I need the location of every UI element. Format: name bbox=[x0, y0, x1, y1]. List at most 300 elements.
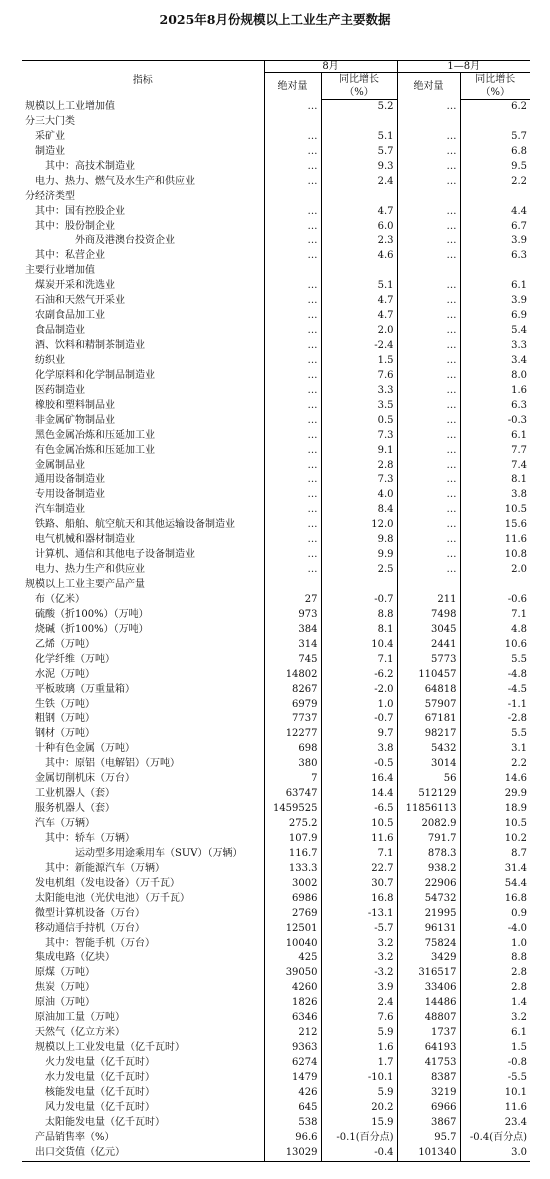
month-growth-cell: 4.0 bbox=[321, 488, 397, 503]
row-label: 通用设备制造业 bbox=[22, 473, 264, 488]
ytd-absolute-cell: … bbox=[397, 339, 460, 354]
month-absolute-cell: … bbox=[264, 384, 321, 399]
month-growth-cell: -0.7 bbox=[321, 712, 397, 727]
month-growth-cell: 5.1 bbox=[321, 279, 397, 294]
row-label: 农副食品加工业 bbox=[22, 309, 264, 324]
row-label: 产品销售率（%） bbox=[22, 1131, 264, 1146]
row-label: 医药制造业 bbox=[22, 384, 264, 399]
month-growth-cell: 5.9 bbox=[321, 1026, 397, 1041]
row-label: 铁路、船舶、航空航天和其他运输设备制造业 bbox=[22, 518, 264, 533]
ytd-growth-cell: 1.5 bbox=[511, 1042, 528, 1054]
ytd-growth-cell: 1.6 bbox=[511, 384, 528, 396]
table-row bbox=[22, 996, 530, 1011]
ytd-growth-cell: 6.2 bbox=[511, 101, 528, 112]
ytd-growth-cell: -2.8 bbox=[507, 713, 528, 725]
month-absolute-cell: … bbox=[264, 369, 321, 384]
month-absolute-cell: … bbox=[264, 309, 321, 324]
ytd-absolute-cell: 75824 bbox=[397, 937, 460, 952]
month-absolute-cell: … bbox=[264, 279, 321, 294]
table-row bbox=[22, 1041, 530, 1056]
table-row bbox=[22, 802, 530, 817]
table-row bbox=[22, 1101, 530, 1116]
table-row bbox=[22, 698, 530, 713]
ytd-absolute-cell: 3045 bbox=[397, 623, 460, 638]
ytd-absolute-cell: 211 bbox=[397, 593, 460, 608]
month-growth-cell: -0.5 bbox=[321, 757, 397, 772]
row-label: 黑色金属冶炼和压延加工业 bbox=[22, 429, 264, 444]
ytd-growth-cell: -4.0 bbox=[507, 922, 528, 934]
ytd-growth-cell: 10.1 bbox=[504, 1086, 528, 1098]
month-absolute-cell: 12277 bbox=[264, 727, 321, 742]
row-label: 运动型多用途乘用车（SUV）（万辆） bbox=[22, 847, 264, 862]
ytd-absolute-cell bbox=[397, 578, 460, 593]
header-ytd-growth: 同比增长 bbox=[475, 74, 516, 85]
month-growth-cell: 2.4 bbox=[321, 175, 397, 190]
month-growth-cell: -3.2 bbox=[321, 966, 397, 981]
ytd-growth-cell: 6.3 bbox=[511, 399, 528, 411]
ytd-growth-cell: -1.1 bbox=[507, 698, 528, 710]
table-row bbox=[22, 533, 530, 548]
ytd-absolute-cell: 938.2 bbox=[397, 862, 460, 877]
ytd-absolute-cell: … bbox=[397, 459, 460, 474]
ytd-growth-cell: 0.9 bbox=[511, 907, 528, 919]
ytd-growth-cell: 6.9 bbox=[511, 310, 528, 322]
table-row bbox=[22, 234, 530, 249]
ytd-absolute-cell: 512129 bbox=[397, 787, 460, 802]
month-growth-cell: -5.7 bbox=[321, 922, 397, 937]
month-growth-cell: 5.7 bbox=[321, 145, 397, 160]
ytd-absolute-cell: 316517 bbox=[397, 966, 460, 981]
month-absolute-cell: … bbox=[264, 249, 321, 264]
table-row bbox=[22, 429, 530, 444]
ytd-growth-cell: 10.2 bbox=[504, 832, 528, 844]
month-absolute-cell: 27 bbox=[264, 593, 321, 608]
ytd-growth-cell: -5.5 bbox=[507, 1071, 528, 1083]
row-label: 乙烯（万吨） bbox=[22, 638, 264, 653]
row-label: 微型计算机设备（万台） bbox=[22, 907, 264, 922]
ytd-growth-cell bbox=[460, 115, 530, 130]
month-growth-cell bbox=[321, 578, 397, 593]
ytd-growth-cell: 2.0 bbox=[511, 564, 528, 576]
ytd-growth-cell: 15.6 bbox=[504, 519, 528, 531]
ytd-absolute-cell: … bbox=[397, 399, 460, 414]
header-ytd-absolute: 绝对量 bbox=[397, 73, 460, 100]
month-absolute-cell: 275.2 bbox=[264, 817, 321, 832]
table-row bbox=[22, 653, 530, 668]
month-absolute-cell: 116.7 bbox=[264, 847, 321, 862]
month-growth-cell: 5.1 bbox=[321, 130, 397, 145]
month-growth-cell: -0.1(百分点) bbox=[321, 1131, 397, 1146]
ytd-absolute-cell: … bbox=[397, 384, 460, 399]
ytd-growth-cell: 5.5 bbox=[511, 653, 528, 665]
month-absolute-cell: 745 bbox=[264, 653, 321, 668]
row-label: 其中：股份制企业 bbox=[22, 220, 264, 235]
month-absolute-cell: 133.3 bbox=[264, 862, 321, 877]
ytd-absolute-cell: 1737 bbox=[397, 1026, 460, 1041]
table-row bbox=[22, 205, 530, 220]
row-label: 汽车（万辆） bbox=[22, 817, 264, 832]
ytd-absolute-cell: 6966 bbox=[397, 1101, 460, 1116]
header-period-ytd: 1—8月 bbox=[397, 61, 530, 73]
month-absolute-cell: … bbox=[264, 444, 321, 459]
row-label: 非金属矿物制品业 bbox=[22, 414, 264, 429]
ytd-absolute-cell: 57907 bbox=[397, 698, 460, 713]
table-row bbox=[22, 742, 530, 757]
table-row bbox=[22, 668, 530, 683]
month-absolute-cell: … bbox=[264, 354, 321, 369]
month-absolute-cell: 12501 bbox=[264, 922, 321, 937]
ytd-absolute-cell: 64818 bbox=[397, 683, 460, 698]
month-growth-cell: -0.7 bbox=[321, 593, 397, 608]
table-row bbox=[22, 922, 530, 937]
month-growth-cell: -6.2 bbox=[321, 668, 397, 683]
month-growth-cell: 3.5 bbox=[321, 399, 397, 414]
ytd-growth-cell: 6.1 bbox=[511, 1027, 528, 1039]
ytd-growth-cell: 8.0 bbox=[511, 369, 528, 381]
ytd-absolute-cell: … bbox=[397, 429, 460, 444]
ytd-absolute-cell: 3219 bbox=[397, 1086, 460, 1101]
ytd-absolute-cell: 3867 bbox=[397, 1116, 460, 1131]
month-growth-cell: 3.2 bbox=[321, 937, 397, 952]
month-growth-cell: 20.2 bbox=[321, 1101, 397, 1116]
ytd-growth-cell: 2.8 bbox=[511, 982, 528, 994]
ytd-absolute-cell: … bbox=[397, 324, 460, 339]
table-row bbox=[22, 1071, 530, 1086]
ytd-growth-cell: 4.8 bbox=[511, 623, 528, 635]
table-row bbox=[22, 309, 530, 324]
table-row bbox=[22, 683, 530, 698]
row-label: 金属切削机床（万台） bbox=[22, 772, 264, 787]
table-row bbox=[22, 623, 530, 638]
month-absolute-cell: 8267 bbox=[264, 683, 321, 698]
month-growth-cell: 9.1 bbox=[321, 444, 397, 459]
month-growth-cell: 3.3 bbox=[321, 384, 397, 399]
ytd-growth-cell: 23.4 bbox=[504, 1116, 528, 1128]
table-row bbox=[22, 1146, 530, 1161]
ytd-absolute-cell: … bbox=[397, 309, 460, 324]
row-label: 金属制品业 bbox=[22, 459, 264, 474]
row-label: 发电机组（发电设备）（万千瓦） bbox=[22, 877, 264, 892]
table-row bbox=[22, 593, 530, 608]
row-label: 水力发电量（亿千瓦时） bbox=[22, 1071, 264, 1086]
row-label: 酒、饮料和精制茶制造业 bbox=[22, 339, 264, 354]
table-row bbox=[22, 279, 530, 294]
row-label: 规模以上工业增加值 bbox=[22, 100, 264, 115]
ytd-growth-cell bbox=[460, 190, 530, 205]
row-label: 出口交货值（亿元） bbox=[22, 1146, 264, 1161]
row-label: 平板玻璃（万重量箱） bbox=[22, 683, 264, 698]
month-growth-cell: 9.7 bbox=[321, 727, 397, 742]
ytd-absolute-cell: … bbox=[397, 563, 460, 578]
ytd-absolute-cell: 67181 bbox=[397, 712, 460, 727]
month-absolute-cell: … bbox=[264, 175, 321, 190]
ytd-growth-cell: 3.1 bbox=[511, 743, 528, 755]
table-row bbox=[22, 563, 530, 578]
row-label: 石油和天然气开采业 bbox=[22, 294, 264, 309]
month-absolute-cell: … bbox=[264, 160, 321, 175]
row-label: 电气机械和器材制造业 bbox=[22, 533, 264, 548]
month-absolute-cell: 7737 bbox=[264, 712, 321, 727]
table-row bbox=[22, 414, 530, 429]
ytd-absolute-cell: 14486 bbox=[397, 996, 460, 1011]
row-label: 其中：新能源汽车（万辆） bbox=[22, 862, 264, 877]
month-growth-cell: 3.8 bbox=[321, 742, 397, 757]
month-growth-cell bbox=[321, 264, 397, 279]
row-label: 电力、热力生产和供应业 bbox=[22, 563, 264, 578]
month-growth-cell: 4.7 bbox=[321, 205, 397, 220]
table-row bbox=[22, 608, 530, 623]
row-label: 其中：智能手机（万台） bbox=[22, 937, 264, 952]
ytd-growth-cell: 10.6 bbox=[504, 638, 528, 650]
ytd-growth-cell: 31.4 bbox=[504, 862, 528, 874]
table-row bbox=[22, 473, 530, 488]
ytd-growth-cell: 14.6 bbox=[504, 773, 528, 785]
ytd-growth-cell: 8.1 bbox=[511, 474, 528, 486]
table-row bbox=[22, 548, 530, 563]
ytd-absolute-cell: 33406 bbox=[397, 981, 460, 996]
ytd-absolute-cell: … bbox=[397, 100, 460, 115]
ytd-growth-cell: 3.3 bbox=[511, 340, 528, 351]
table-row bbox=[22, 772, 530, 787]
month-growth-cell: 1.0 bbox=[321, 698, 397, 713]
row-label: 火力发电量（亿千瓦时） bbox=[22, 1056, 264, 1071]
row-label: 计算机、通信和其他电子设备制造业 bbox=[22, 548, 264, 563]
month-growth-cell: 5.9 bbox=[321, 1086, 397, 1101]
month-growth-cell: 12.0 bbox=[321, 518, 397, 533]
row-label: 天然气（亿立方米） bbox=[22, 1026, 264, 1041]
row-label: 外商及港澳台投资企业 bbox=[22, 234, 264, 249]
row-label: 分三大门类 bbox=[22, 115, 264, 130]
ytd-growth-cell: 3.9 bbox=[511, 235, 528, 247]
ytd-growth-cell: 18.9 bbox=[504, 803, 528, 815]
month-absolute-cell: … bbox=[264, 324, 321, 339]
month-absolute-cell: … bbox=[264, 488, 321, 503]
month-growth-cell: 7.6 bbox=[321, 369, 397, 384]
ytd-absolute-cell bbox=[397, 264, 460, 279]
ytd-growth-cell: 7.7 bbox=[511, 444, 528, 456]
table-row bbox=[22, 1056, 530, 1071]
ytd-growth-cell: 6.1 bbox=[511, 280, 528, 292]
month-growth-cell: -0.4 bbox=[321, 1146, 397, 1161]
month-absolute-cell: … bbox=[264, 399, 321, 414]
row-label: 其中：原铝（电解铝）（万吨） bbox=[22, 757, 264, 772]
table-row bbox=[22, 1116, 530, 1131]
row-label: 烧碱（折100%）（万吨） bbox=[22, 623, 264, 638]
month-growth-cell: 7.3 bbox=[321, 429, 397, 444]
table-row bbox=[22, 712, 530, 727]
ytd-absolute-cell: … bbox=[397, 160, 460, 175]
ytd-growth-cell: 29.9 bbox=[504, 788, 528, 800]
ytd-growth-cell: 9.5 bbox=[511, 160, 528, 172]
month-absolute-cell: … bbox=[264, 563, 321, 578]
ytd-growth-cell: 10.5 bbox=[504, 504, 528, 516]
row-label: 核能发电量（亿千瓦时） bbox=[22, 1086, 264, 1101]
header-period-month: 8月 bbox=[264, 61, 397, 73]
table-row bbox=[22, 220, 530, 235]
table-row bbox=[22, 190, 530, 205]
header-row-periods bbox=[22, 61, 530, 73]
month-absolute-cell: 973 bbox=[264, 608, 321, 623]
month-growth-cell: 4.6 bbox=[321, 249, 397, 264]
month-absolute-cell: 14802 bbox=[264, 668, 321, 683]
month-growth-cell: 7.3 bbox=[321, 473, 397, 488]
month-growth-cell: 2.5 bbox=[321, 563, 397, 578]
ytd-growth-cell: 5.4 bbox=[511, 325, 528, 337]
month-absolute-cell: … bbox=[264, 533, 321, 548]
table-row bbox=[22, 518, 530, 533]
row-label: 服务机器人（套） bbox=[22, 802, 264, 817]
month-absolute-cell: … bbox=[264, 429, 321, 444]
ytd-absolute-cell: 110457 bbox=[397, 668, 460, 683]
row-label: 粗钢（万吨） bbox=[22, 712, 264, 727]
month-absolute-cell: 1826 bbox=[264, 996, 321, 1011]
ytd-absolute-cell: … bbox=[397, 414, 460, 429]
month-growth-cell: 7.1 bbox=[321, 653, 397, 668]
month-growth-cell: -2.4 bbox=[321, 339, 397, 354]
ytd-absolute-cell: 56 bbox=[397, 772, 460, 787]
row-label: 采矿业 bbox=[22, 130, 264, 145]
month-absolute-cell: … bbox=[264, 339, 321, 354]
ytd-growth-cell: 7.1 bbox=[511, 608, 528, 620]
ytd-growth-cell: 7.4 bbox=[511, 459, 528, 471]
month-absolute-cell: 6979 bbox=[264, 698, 321, 713]
ytd-absolute-cell: … bbox=[397, 533, 460, 548]
ytd-absolute-cell: … bbox=[397, 175, 460, 190]
row-label: 原油加工量（万吨） bbox=[22, 1011, 264, 1026]
row-label: 太阳能电池（光伏电池）（万千瓦） bbox=[22, 892, 264, 907]
month-growth-cell: 8.4 bbox=[321, 503, 397, 518]
month-absolute-cell: 212 bbox=[264, 1026, 321, 1041]
ytd-absolute-cell: 5432 bbox=[397, 742, 460, 757]
month-absolute-cell: 2769 bbox=[264, 907, 321, 922]
month-growth-cell bbox=[321, 115, 397, 130]
month-absolute-cell: 96.6 bbox=[264, 1131, 321, 1146]
row-label: 食品制造业 bbox=[22, 324, 264, 339]
table-row bbox=[22, 115, 530, 130]
ytd-absolute-cell: 2441 bbox=[397, 638, 460, 653]
ytd-absolute-cell: … bbox=[397, 234, 460, 249]
month-growth-cell: 9.9 bbox=[321, 548, 397, 563]
ytd-growth-cell: 6.7 bbox=[511, 220, 528, 232]
header-month-growth: 同比增长 bbox=[321, 73, 397, 87]
table-row bbox=[22, 907, 530, 922]
table-row bbox=[22, 951, 530, 966]
month-absolute-cell: 7 bbox=[264, 772, 321, 787]
row-label: 其中：轿车（万辆） bbox=[22, 832, 264, 847]
month-growth-cell: 2.0 bbox=[321, 324, 397, 339]
ytd-absolute-cell: 11856113 bbox=[397, 802, 460, 817]
ytd-absolute-cell: 8387 bbox=[397, 1071, 460, 1086]
row-label: 专用设备制造业 bbox=[22, 488, 264, 503]
table-row bbox=[22, 1026, 530, 1041]
month-absolute-cell: … bbox=[264, 130, 321, 145]
month-absolute-cell: … bbox=[264, 145, 321, 160]
ytd-growth-cell: 5.7 bbox=[511, 130, 528, 142]
month-growth-cell: 2.4 bbox=[321, 996, 397, 1011]
table-row bbox=[22, 877, 530, 892]
row-label: 其中：私营企业 bbox=[22, 249, 264, 264]
ytd-growth-cell: 8.8 bbox=[511, 952, 528, 964]
ytd-absolute-cell: … bbox=[397, 205, 460, 220]
ytd-growth-cell: -0.6 bbox=[507, 593, 528, 605]
table-row bbox=[22, 638, 530, 653]
month-absolute-cell: … bbox=[264, 100, 321, 115]
month-absolute-cell: 384 bbox=[264, 623, 321, 638]
month-absolute-cell: 9363 bbox=[264, 1041, 321, 1056]
month-absolute-cell: 380 bbox=[264, 757, 321, 772]
table-row bbox=[22, 339, 530, 354]
ytd-growth-cell: -4.5 bbox=[507, 683, 528, 695]
row-label: 原煤（万吨） bbox=[22, 966, 264, 981]
row-label: 主要行业增加值 bbox=[22, 264, 264, 279]
ytd-absolute-cell: 54732 bbox=[397, 892, 460, 907]
month-growth-cell: 1.6 bbox=[321, 1041, 397, 1056]
month-growth-cell: 16.8 bbox=[321, 892, 397, 907]
month-absolute-cell: … bbox=[264, 548, 321, 563]
table-row bbox=[22, 1086, 530, 1101]
ytd-growth-cell: 3.2 bbox=[511, 1012, 528, 1024]
table-row bbox=[22, 817, 530, 832]
row-label: 生铁（万吨） bbox=[22, 698, 264, 713]
ytd-absolute-cell: 96131 bbox=[397, 922, 460, 937]
row-label: 化学纤维（万吨） bbox=[22, 653, 264, 668]
ytd-absolute-cell: 64193 bbox=[397, 1041, 460, 1056]
ytd-growth-cell: 16.8 bbox=[504, 892, 528, 904]
ytd-growth-cell: 2.2 bbox=[511, 175, 528, 187]
month-absolute-cell: 6274 bbox=[264, 1056, 321, 1071]
row-label: 纺织业 bbox=[22, 354, 264, 369]
ytd-absolute-cell: … bbox=[397, 354, 460, 369]
row-label: 焦炭（万吨） bbox=[22, 981, 264, 996]
month-absolute-cell bbox=[264, 115, 321, 130]
month-absolute-cell: 1459525 bbox=[264, 802, 321, 817]
ytd-absolute-cell: 21995 bbox=[397, 907, 460, 922]
row-label: 规模以上工业主要产品产量 bbox=[22, 578, 264, 593]
table-row bbox=[22, 264, 530, 279]
page-title: 2025年8月份规模以上工业生产主要数据 bbox=[159, 12, 391, 27]
ytd-absolute-cell bbox=[397, 115, 460, 130]
table-row bbox=[22, 444, 530, 459]
ytd-growth-cell: 3.4 bbox=[511, 354, 528, 366]
ytd-absolute-cell: … bbox=[397, 473, 460, 488]
ytd-growth-cell: 10.5 bbox=[504, 818, 528, 829]
ytd-growth-cell: -0.8 bbox=[507, 1057, 528, 1068]
table-row bbox=[22, 862, 530, 877]
ytd-absolute-cell: … bbox=[397, 220, 460, 235]
month-absolute-cell: 10040 bbox=[264, 937, 321, 952]
ytd-absolute-cell: 22906 bbox=[397, 877, 460, 892]
ytd-absolute-cell: 7498 bbox=[397, 608, 460, 623]
row-label: 分经济类型 bbox=[22, 190, 264, 205]
row-label: 有色金属冶炼和压延加工业 bbox=[22, 444, 264, 459]
ytd-absolute-cell: 791.7 bbox=[397, 832, 460, 847]
header-indicator: 指标 bbox=[22, 61, 264, 100]
row-label: 移动通信手持机（万台） bbox=[22, 922, 264, 937]
ytd-growth-cell: 1.4 bbox=[511, 997, 528, 1009]
ytd-absolute-cell: 95.7 bbox=[397, 1131, 460, 1146]
table-row bbox=[22, 100, 530, 115]
month-absolute-cell: 39050 bbox=[264, 966, 321, 981]
month-absolute-cell: … bbox=[264, 234, 321, 249]
table-row bbox=[22, 160, 530, 175]
month-absolute-cell: 6986 bbox=[264, 892, 321, 907]
month-absolute-cell: 107.9 bbox=[264, 832, 321, 847]
month-absolute-cell: 425 bbox=[264, 951, 321, 966]
ytd-absolute-cell: … bbox=[397, 279, 460, 294]
row-label: 十种有色金属（万吨） bbox=[22, 742, 264, 757]
ytd-growth-cell: 10.8 bbox=[504, 549, 528, 561]
ytd-growth-cell bbox=[460, 264, 530, 279]
